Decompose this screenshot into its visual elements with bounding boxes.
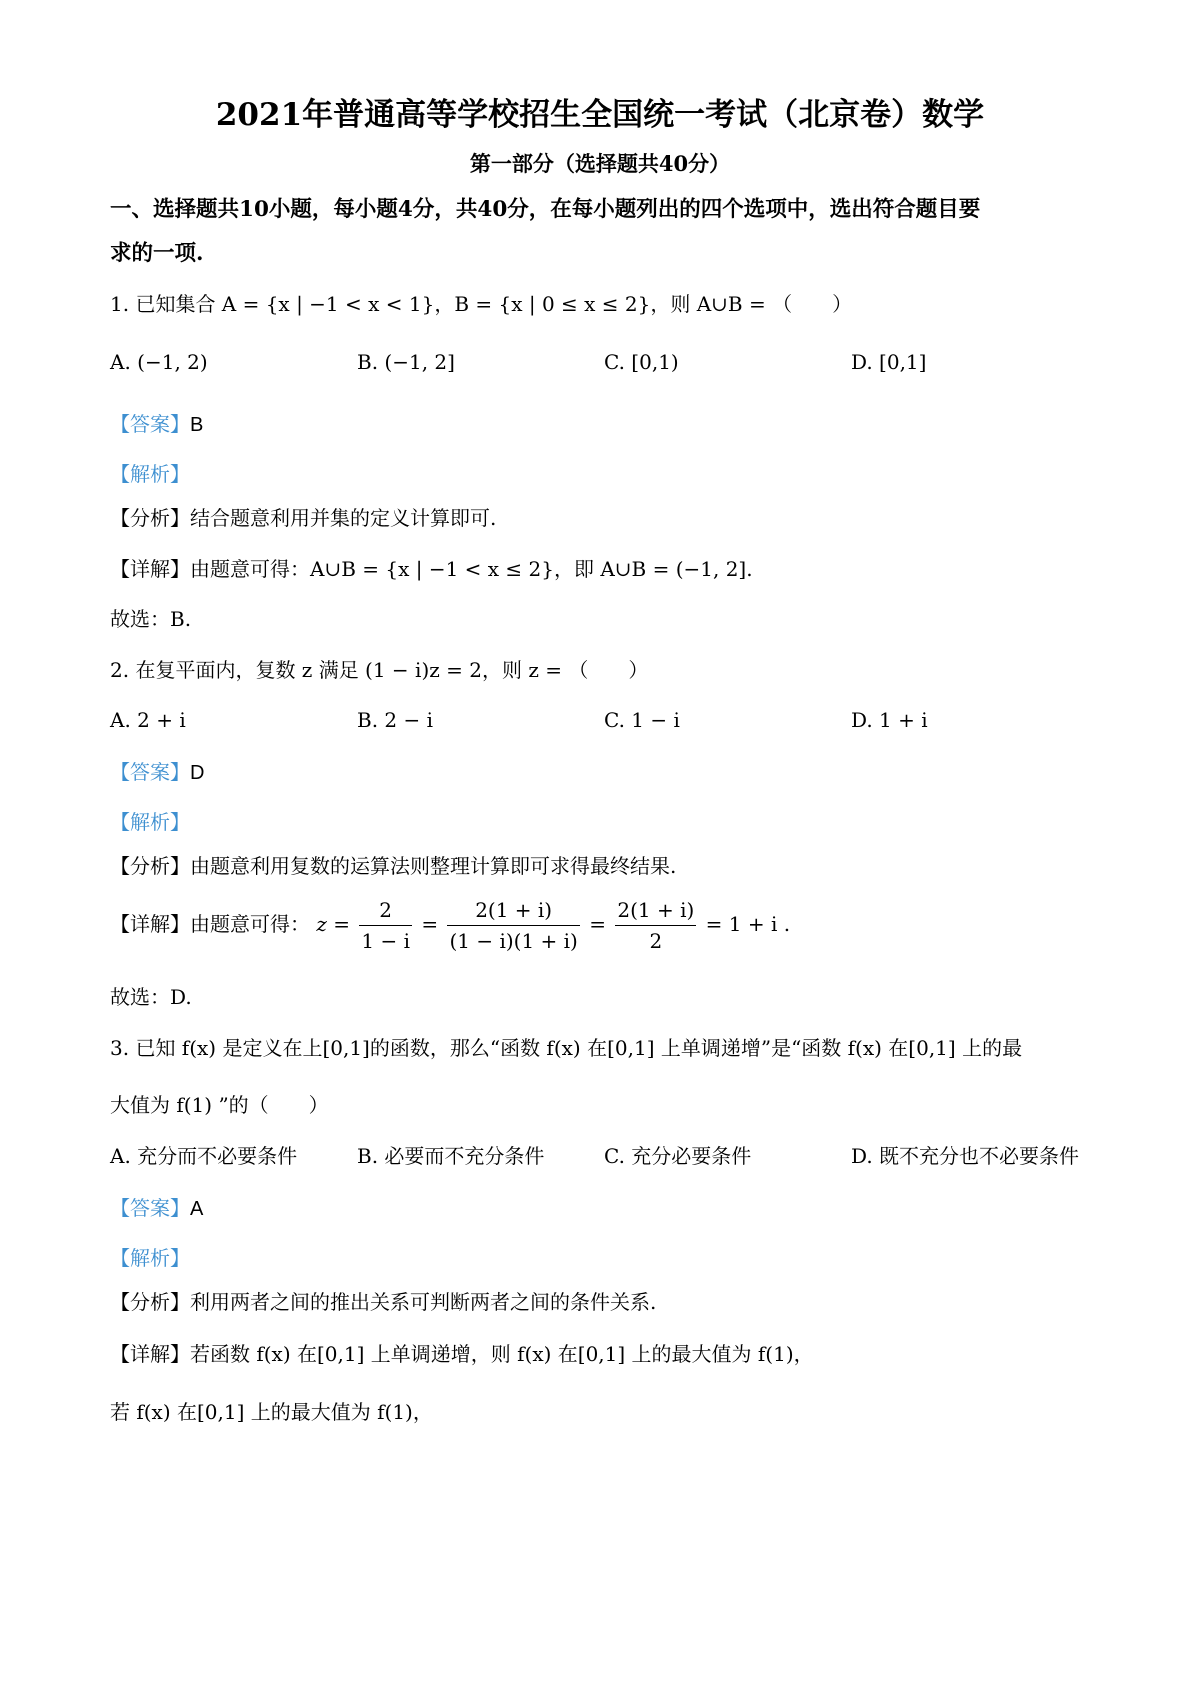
q3-xiangjie-line: [110, 1340, 814, 1368]
fenxi-label: 【分析】: [110, 506, 190, 530]
answer-label: 【答案】: [110, 760, 190, 784]
q3-answer: A: [190, 1198, 204, 1220]
q3-stem-line1: 3. 已知 f(x) 是定义在上[0,1]的函数，那么“函数 f(x) 在[0,1] 上单调递增”是“函数 f(x) 在[0,1] 上的最: [110, 1036, 1023, 1060]
q2-answer: D: [190, 762, 205, 784]
q1-option-c: C. [0,1): [604, 350, 679, 374]
fraction-1-den: 1 − i: [361, 929, 410, 953]
q2-option-c: C. 1 − i: [604, 708, 680, 732]
q1-stem: 1. 已知集合 A = {x | −1 < x < 1}，B = {x | 0 ≤ x ≤ 2}，则 A∪B = （ ）: [110, 292, 853, 316]
q3-fenxi-line: [110, 1288, 656, 1316]
q2-guxuan: 故选：D.: [110, 985, 192, 1009]
eq-result: = 1 + i .: [705, 912, 791, 936]
q1-answer: B: [190, 414, 204, 436]
q1-jiexi-label: 【解析】: [110, 462, 190, 486]
q2-option-d: D. 1 + i: [851, 708, 928, 732]
fenxi-label: 【分析】: [110, 1290, 190, 1314]
q2-xiangjie-prefix: 由题意可得：: [190, 912, 310, 936]
fraction-2-den: (1 − i)(1 + i): [449, 929, 578, 953]
fraction-1: [359, 895, 412, 956]
xiangjie-label: 【详解】: [110, 1342, 190, 1366]
q3-option-d: D. 既不充分也不必要条件: [851, 1144, 1080, 1168]
fraction-2: [447, 895, 579, 956]
fraction-3-num: 2(1 + i): [615, 895, 696, 926]
q3-answer-line: [110, 1194, 203, 1223]
q3-jiexi-label: 【解析】: [110, 1246, 190, 1270]
q1-fenxi-line: [110, 504, 496, 532]
q3-stem-line2: 大值为 f(1) ”的（ ）: [110, 1093, 329, 1117]
eq-sign-1: =: [421, 912, 439, 936]
section-intro-line1: 一、选择题共10小题，每小题4分，共40分，在每小题列出的四个选项中，选出符合题目要: [110, 197, 981, 222]
q1-fenxi: 结合题意利用并集的定义计算即可.: [190, 506, 497, 530]
q3-fenxi: 利用两者之间的推出关系可判断两者之间的条件关系.: [190, 1290, 657, 1314]
q2-stem: 2. 在复平面内，复数 z 满足 (1 − i)z = 2，则 z = （ ）: [110, 658, 649, 682]
q1-xiangjie-line: [110, 555, 753, 583]
q2-option-a: A. 2 + i: [110, 708, 186, 732]
q2-xiangjie-line: [110, 892, 790, 956]
q1-xiangjie: 由题意可得：A∪B = {x | −1 < x ≤ 2}，即 A∪B = (−1, 2].: [190, 557, 753, 581]
q1-option-b: B. (−1, 2]: [357, 350, 455, 374]
answer-label: 【答案】: [110, 1196, 190, 1220]
fraction-2-num: 2(1 + i): [447, 895, 579, 926]
q3-option-b: B. 必要而不充分条件: [357, 1144, 545, 1168]
q2-fenxi-line: [110, 852, 676, 880]
part-heading: 第一部分（选择题共40分）: [469, 151, 731, 176]
q1-option-d: D. [0,1]: [851, 350, 927, 374]
q1-answer-line: [110, 410, 203, 439]
fraction-3: [615, 895, 696, 956]
q1-guxuan: 故选：B.: [110, 607, 192, 631]
q3-xiangjie: 若函数 f(x) 在[0,1] 上单调递增，则 f(x) 在[0,1] 上的最大值为 f(1)，: [190, 1342, 814, 1366]
q1-option-a: A. (−1, 2): [110, 350, 208, 374]
eq-lhs: z =: [316, 912, 351, 936]
q3-line-last: 若 f(x) 在[0,1] 上的最大值为 f(1)，: [110, 1400, 433, 1424]
fraction-3-den: 2: [649, 929, 663, 953]
fraction-1-num: 2: [359, 895, 412, 926]
section-intro-line2: 求的一项.: [110, 241, 204, 266]
q2-fenxi: 由题意利用复数的运算法则整理计算即可求得最终结果.: [190, 854, 677, 878]
xiangjie-label: 【详解】: [110, 912, 190, 936]
page-title: 2021年普通高等学校招生全国统一考试（北京卷）数学: [215, 97, 985, 133]
q3-option-a: A. 充分而不必要条件: [110, 1144, 298, 1168]
fenxi-label: 【分析】: [110, 854, 190, 878]
q2-jiexi-label: 【解析】: [110, 810, 190, 834]
q2-answer-line: [110, 758, 204, 787]
q2-option-b: B. 2 − i: [357, 708, 434, 732]
xiangjie-label: 【详解】: [110, 557, 190, 581]
eq-sign-2: =: [589, 912, 606, 936]
answer-label: 【答案】: [110, 412, 190, 436]
q3-option-c: C. 充分必要条件: [604, 1144, 752, 1168]
